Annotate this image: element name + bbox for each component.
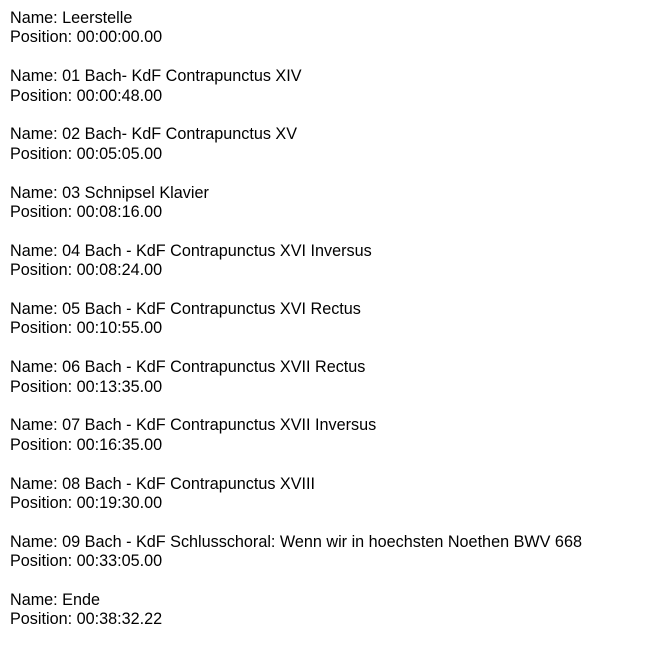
- marker-name: Name: 07 Bach - KdF Contrapunctus XVII Inversus: [10, 416, 377, 435]
- marker-entry: [10, 358, 646, 397]
- marker-name: Name: 06 Bach - KdF Contrapunctus XVII Rectus: [10, 358, 366, 377]
- marker-name: Name: 05 Bach - KdF Contrapunctus XVI Rectus: [10, 300, 361, 319]
- marker-name: Name: Ende: [10, 591, 100, 610]
- marker-entry: [10, 67, 646, 106]
- marker-entry: [10, 9, 646, 48]
- marker-name: Name: 01 Bach- KdF Contrapunctus XIV: [10, 67, 302, 86]
- marker-name: Name: 08 Bach - KdF Contrapunctus XVIII: [10, 474, 316, 493]
- marker-position: Position: 00:33:05.00: [10, 552, 163, 571]
- marker-entry: [10, 475, 646, 514]
- marker-name: Name: 03 Schnipsel Klavier: [10, 183, 209, 202]
- marker-name: Name: Leerstelle: [10, 9, 133, 27]
- marker-position: Position: 00:10:55.00: [10, 319, 163, 338]
- marker-position: Position: 00:19:30.00: [10, 494, 163, 513]
- marker-position: Position: 00:05:05.00: [10, 144, 163, 163]
- marker-entry: [10, 184, 646, 223]
- marker-position: Position: 00:08:16.00: [10, 203, 163, 222]
- marker-position: Position: 00:00:00.00: [10, 28, 163, 47]
- marker-position: Position: 00:08:24.00: [10, 261, 163, 280]
- marker-entry: [10, 533, 646, 572]
- marker-position: Position: 00:00:48.00: [10, 86, 163, 105]
- marker-name: Name: 09 Bach - KdF Schlusschoral: Wenn wir in hoechsten Noethen BWV 668: [10, 532, 582, 551]
- marker-entry: [10, 591, 646, 630]
- marker-entry: [10, 300, 646, 339]
- marker-name: Name: 04 Bach - KdF Contrapunctus XVI Inversus: [10, 241, 372, 260]
- marker-position: Position: 00:13:35.00: [10, 377, 163, 396]
- marker-name: Name: 02 Bach- KdF Contrapunctus XV: [10, 125, 298, 144]
- marker-position: Position: 00:38:32.22: [10, 610, 163, 629]
- marker-list: [10, 9, 646, 649]
- marker-entry: [10, 125, 646, 164]
- marker-entry: [10, 242, 646, 281]
- marker-entry: [10, 416, 646, 455]
- marker-position: Position: 00:16:35.00: [10, 435, 163, 454]
